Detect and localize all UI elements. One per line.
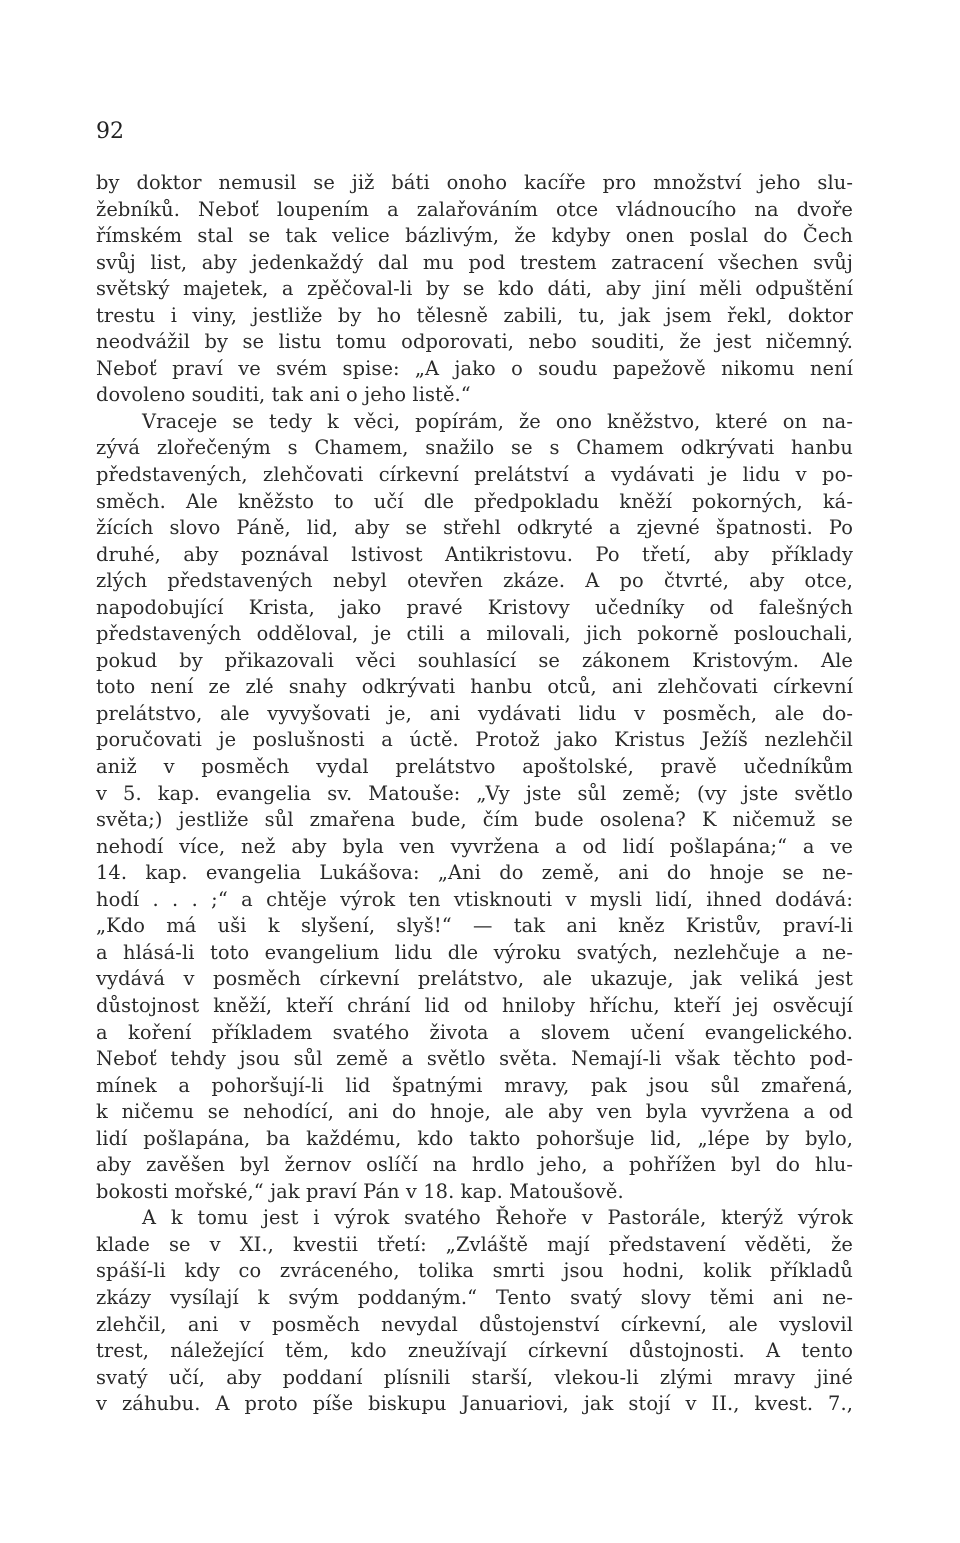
text-line: a hlásá-li toto evangelium lidu dle výroku svatých, nezlehčuje a ne- [96,940,853,964]
text-line: „Kdo má uši k slyšení, slyš!“ — tak ani kněz Kristův, praví-li [96,914,853,938]
text-line: 14. kap. evangelia Lukášova: „Ani do země, ani do hnoje se ne- [96,861,853,885]
text-line: Neboť praví ve svém spise: „A jako o soudu papežově nikomu není [96,356,853,380]
text-line: římském stal se tak velice bázlivým, že kdyby onen poslal do Čech [96,224,853,248]
text-line: v 5. kap. evangelia sv. Matouše: „Vy jste sůl země; (vy jste světlo [96,781,853,805]
text-line: aby zavěšen byl žernov oslíčí na hrdlo jeho, a pohřížen byl do hlu- [96,1153,853,1177]
text-line: svatý učí, aby poddaní plísnili starší, vlekou-li zlými mravy jiné [96,1365,853,1389]
page-number: 92 [96,119,124,144]
text-line: představených odděloval, je ctili a milovali, jich pokorně poslouchali, [96,622,853,646]
text-line: dovoleno souditi, tak ani o jeho listě.“ [96,383,471,407]
text-line: mínek a pohoršují-li lid špatnými mravy, pak jsou sůl zmařená, [96,1073,853,1097]
text-line: hodí . . . ;“ a chtěje výrok ten vtisknouti v mysli lidí, ihned dodává: [96,887,853,911]
text-line: aniž v posměch vydal prelátstvo apoštolské, pravě učedníkům [96,755,853,779]
text-line: v záhubu. A proto píše biskupu Januariovi, jak stojí v II., kvest. 7., [96,1392,853,1416]
text-line: světský majetek, a zpěčoval-li by se kdo dáti, aby jiní měli odpuštění [96,277,853,301]
text-line: spáší-li kdy co zvráceného, tolika smrti jsou hodni, kolik příkladů [96,1259,853,1283]
text-line: bokosti mořské,“ jak praví Pán v 18. kap. Matoušově. [96,1179,624,1203]
text-line: prelátstvo, ale vyvyšovati je, ani vydávati lidu v posměch, ale do- [96,701,853,725]
text-line: zlehčil, ani v posměch nevydal důstojenství církevní, ale vyslovil [96,1312,853,1336]
text-line: toto není ze zlé snahy odkrývati hanbu otců, ani zlehčovati církevní [96,675,853,699]
text-line: Neboť tehdy jsou sůl země a světlo světa. Nemají-li však těchto pod- [96,1047,853,1071]
text-line: trestu i viny, jestliže by ho tělesně zabili, tu, jak jsem řekl, doktor [96,303,853,327]
text-line: poručovati je poslušnosti a úctě. Protož jako Kristus Ježíš nezlehčil [96,728,853,752]
text-line: zlých představených nebyl otevřen zkáze. A po čtvrté, aby otce, [96,569,853,593]
text-line: A k tomu jest i výrok svatého Řehoře v Pastorále, kterýž výrok [142,1206,853,1230]
text-line: zkázy vysílají k svým poddaným.“ Tento svatý slovy těmi ani ne- [96,1285,853,1309]
text-line: směch. Ale kněžsto to učí dle předpokladu kněží pokorných, ká- [96,489,853,513]
text-line: žebníků. Neboť loupením a zalařováním otce vládnoucího na dvoře [96,197,853,221]
text-line: a koření příkladem svatého života a slovem učení evangelického. [96,1020,853,1044]
text-line: zývá zlořečeným s Chamem, snažilo se s Chamem odkrývati hanbu [96,436,853,460]
text-line: pokud by přikazovali věci souhlasící se zákonem Kristovým. Ale [96,648,853,672]
text-line: neodvážil by se listu tomu odporovati, nebo souditi, že jest ničemný. [96,330,853,354]
text-line: trest, náležející těm, kdo zneužívají církevní důstojnosti. A tento [96,1339,853,1363]
text-line: druhé, aby poznával lstivost Antikristovu. Po třetí, aby příklady [96,542,853,566]
text-line: světa;) jestliže sůl zmařena bude, čím bude osolena? K ničemuž se [96,808,853,832]
text-line: by doktor nemusil se již báti onoho kacíře pro množství jeho slu- [96,171,853,194]
text-line: nehodí více, než aby byla ven vyvržena a od lidí pošlapána;“ a ve [96,834,853,858]
text-line: klade se v XI., kvestii třetí: „Zvláště mají představení věděti, že [96,1232,853,1256]
text-line: žících slovo Páně, lid, aby se střehl odkryté a zjevné špatnosti. Po [96,516,853,540]
text-line: napodobující Krista, jako pravé Kristovy učedníky od falešných [96,595,853,619]
text-line: vydává v posměch církevní prelátstvo, ale ukazuje, jak veliká jest [96,967,853,991]
text-line: svůj list, aby jedenkaždý dal mu pod trestem zatracení všechen svůj [96,250,853,274]
text-line: představených, zlehčovati církevní prelátství a vydávati je lidu v po- [96,463,853,487]
text-line: důstojnost kněží, kteří chrání lid od hniloby hříchu, kteří jej osvěcují [96,993,853,1017]
text-line: Vraceje se tedy k věci, popírám, že ono kněžstvo, které on na- [142,409,853,433]
text-line: lidí pošlapána, ba každému, kdo takto pohoršuje lid, „lépe by bylo, [96,1126,853,1150]
body-text [96,170,853,1418]
text-line: k ničemu se nehodící, ani do hnoje, ale aby ven byla vyvržena a od [96,1100,853,1124]
